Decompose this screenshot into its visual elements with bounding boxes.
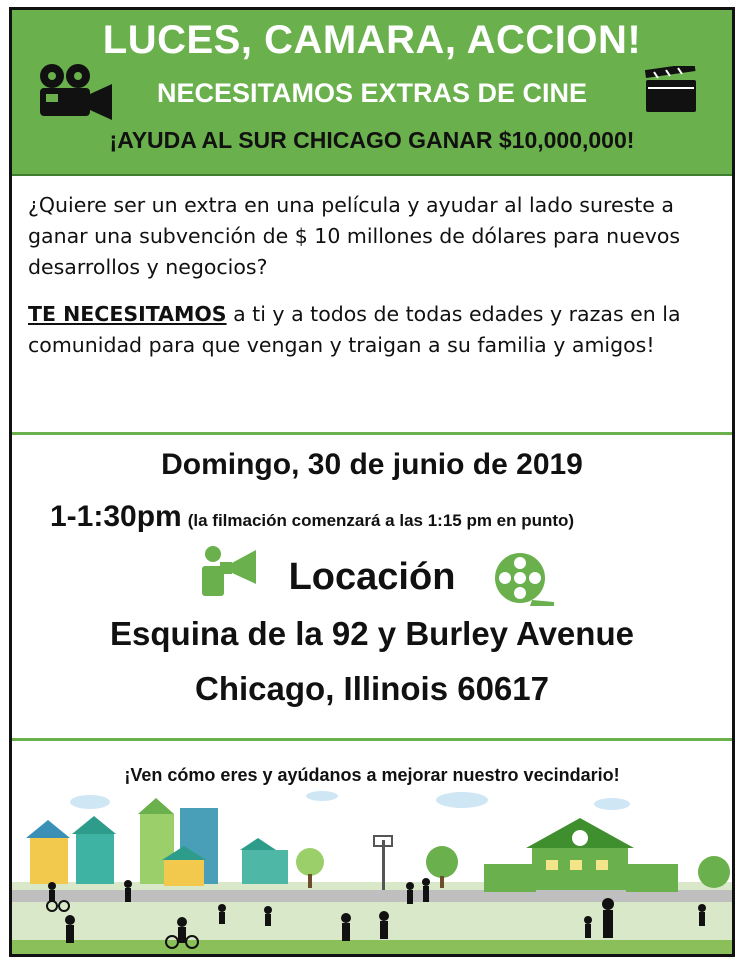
section-divider-top	[12, 432, 732, 435]
event-time-row	[50, 500, 730, 534]
flyer-subtitle: NECESITAMOS EXTRAS DE CINE	[156, 78, 588, 108]
movie-camera-icon	[30, 62, 116, 124]
intro-text	[28, 190, 720, 377]
flyer	[9, 7, 735, 957]
header-banner	[12, 10, 732, 176]
event-date: Domingo, 30 de junio de 2019	[161, 448, 583, 481]
intro-paragraph-2	[28, 299, 720, 361]
clapperboard-icon	[644, 66, 700, 114]
flyer-tagline: ¡AYUDA AL SUR CHICAGO GANAR $10,000,000!	[109, 127, 635, 153]
event-time: 1-1:30pm	[50, 500, 182, 533]
closing-message: ¡Ven cómo eres y ayúdanos a mejorar nuestro vecindario!	[124, 765, 620, 785]
section-divider-bottom	[12, 738, 732, 741]
location-label: Locación	[288, 556, 456, 598]
film-reel-icon	[492, 550, 558, 610]
address-line-2: Chicago, Illinois 60617	[195, 670, 549, 707]
flyer-title: LUCES, CAMARA, ACCION!	[102, 18, 642, 62]
neighborhood-illustration	[12, 790, 732, 954]
event-time-note: (la filmación comenzará a las 1:15 pm en punto)	[187, 511, 575, 530]
intro-emphasis: TE NECESITAMOS	[28, 302, 227, 326]
intro-paragraph-1: ¿Quiere ser un extra en una película y ayudar al lado sureste a ganar una subvención de $ 10 millones de dólares para nuevos desarrollos y negocios?	[28, 193, 681, 279]
address-line-1: Esquina de la 92 y Burley Avenue	[110, 615, 634, 652]
intro-paragraph-2-rest: a ti y a todos de todas edades y razas en la comunidad para que vengan y traigan a su familia y amigos!	[28, 302, 681, 357]
